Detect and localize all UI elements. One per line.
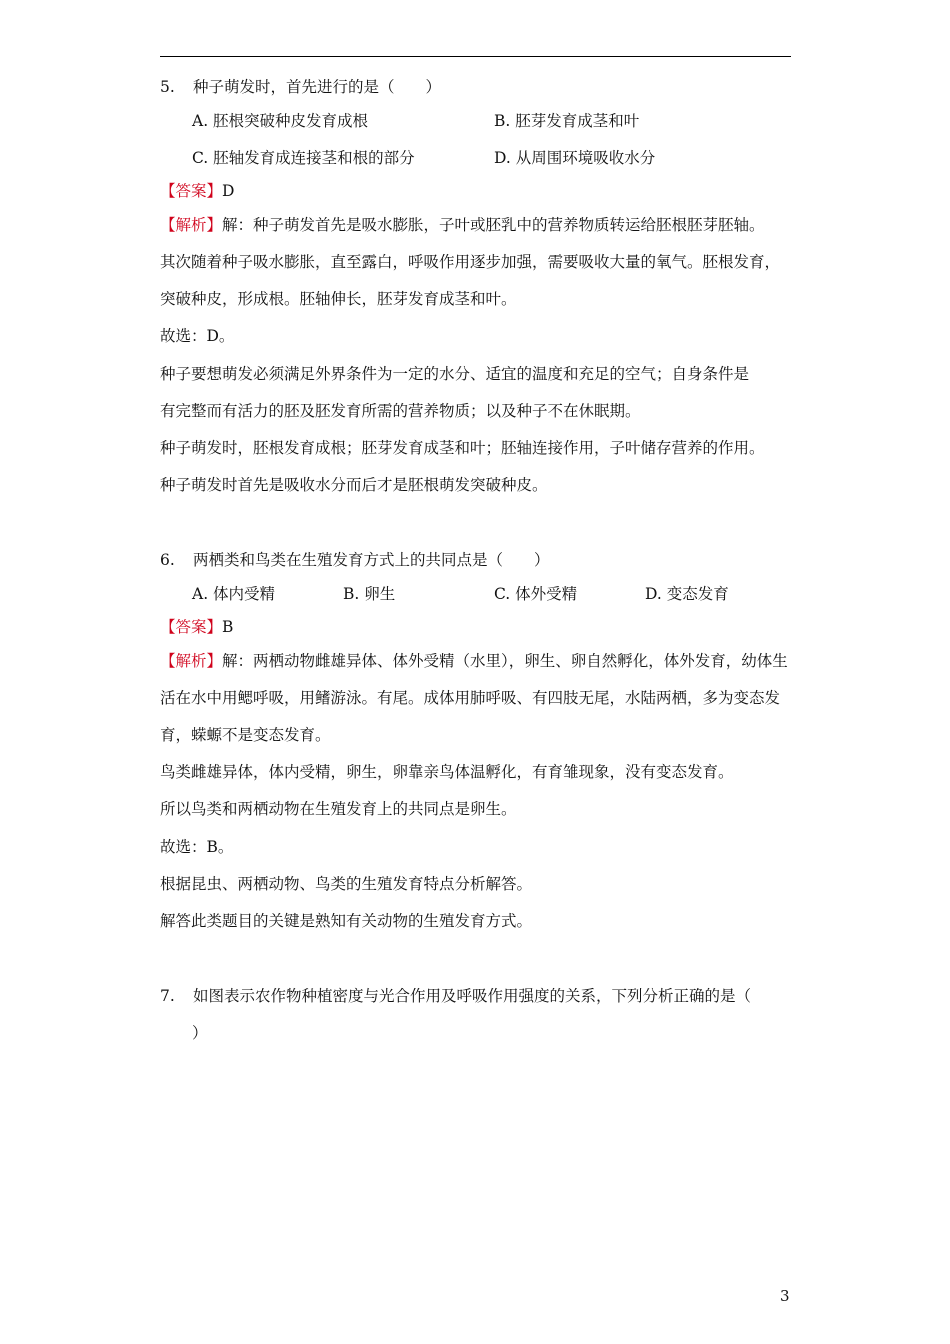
analysis-line: [160, 651, 788, 671]
question-stem: 如图表示农作物种植密度与光合作用及呼吸作用强度的关系，下列分析正确的是（: [193, 987, 752, 1005]
question-6: [160, 550, 550, 570]
option-c: C. 体外受精: [494, 585, 578, 603]
analysis-text: 解：种子萌发首先是吸水膨胀，子叶或胚乳中的营养物质转运给胚根胚芽胚轴。: [222, 216, 765, 234]
answer-line: [160, 181, 234, 201]
analysis-text: 故选：B。: [160, 838, 234, 856]
analysis-tag: 【解析】: [160, 652, 223, 670]
question-7: [160, 986, 751, 1006]
analysis-text: 故选：D。: [160, 327, 235, 345]
analysis-text: 根据昆虫、两栖动物、鸟类的生殖发育特点分析解答。: [160, 875, 533, 893]
analysis-text: 育，蝾螈不是变态发育。: [160, 726, 331, 744]
answer-value: D: [222, 182, 235, 200]
analysis-text: 突破种皮，形成根。胚轴伸长，胚芽发育成茎和叶。: [160, 290, 517, 308]
analysis-text: 种子萌发时首先是吸收水分而后才是胚根萌发突破种皮。: [160, 476, 548, 494]
option-b: B. 卵生: [343, 585, 396, 603]
analysis-text: 种子萌发时，胚根发育成根；胚芽发育成茎和叶；胚轴连接作用，子叶储存营养的作用。: [160, 439, 765, 457]
question-number: 6.: [160, 551, 175, 569]
analysis-text: 有完整而有活力的胚及胚发育所需的营养物质；以及种子不在休眠期。: [160, 402, 641, 420]
analysis-text: 解：两栖动物雌雄异体、体外受精（水里），卵生、卵自然孵化，体外发育，幼体生: [222, 652, 788, 670]
question-5: [160, 77, 441, 97]
question-stem: 种子萌发时，首先进行的是（ ）: [193, 78, 442, 96]
analysis-text: 其次随着种子吸水膨胀，直至露白，呼吸作用逐步加强，需要吸收大量的氧气。胚根发育，: [160, 253, 781, 271]
answer-value: B: [222, 618, 234, 636]
option-a: A. 体内受精: [192, 585, 276, 603]
answer-tag: 【答案】: [160, 182, 223, 200]
option-c: C. 胚轴发育成连接茎和根的部分: [192, 149, 415, 167]
option-a: A. 胚根突破种皮发育成根: [192, 112, 369, 130]
analysis-tag: 【解析】: [160, 216, 223, 234]
header-rule: [160, 56, 791, 57]
question-stem: 两栖类和鸟类在生殖发育方式上的共同点是（ ）: [193, 551, 550, 569]
question-number: 5.: [160, 78, 175, 96]
analysis-text: 鸟类雌雄异体，体内受精，卵生，卵靠亲鸟体温孵化，有育雏现象，没有变态发育。: [160, 763, 734, 781]
analysis-text: 解答此类题目的关键是熟知有关动物的生殖发育方式。: [160, 912, 533, 930]
analysis-text: 种子要想萌发必须满足外界条件为一定的水分、适宜的温度和充足的空气；自身条件是: [160, 365, 750, 383]
question-number: 7.: [160, 987, 175, 1005]
option-b: B. 胚芽发育成茎和叶: [494, 112, 640, 130]
question-stem-continued: ）: [192, 1024, 208, 1042]
analysis-text: 所以鸟类和两栖动物在生殖发育上的共同点是卵生。: [160, 800, 517, 818]
page-number: 3: [780, 1287, 790, 1305]
answer-line: [160, 617, 233, 637]
analysis-line: [160, 215, 765, 235]
analysis-text: 活在水中用鳃呼吸，用鳍游泳。有尾。成体用肺呼吸、有四肢无尾，水陆两栖，多为变态发: [160, 689, 781, 707]
answer-tag: 【答案】: [160, 618, 223, 636]
option-d: D. 从周围环境吸收水分: [494, 149, 656, 167]
option-d: D. 变态发育: [645, 585, 729, 603]
